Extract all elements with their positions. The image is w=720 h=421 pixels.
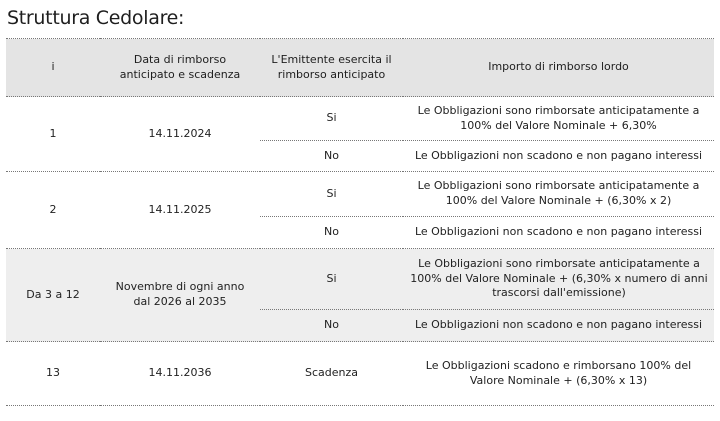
table-row — [6, 172, 714, 217]
table-header-row — [6, 39, 714, 97]
header-amount: Importo di rimborso lordo — [403, 39, 714, 97]
cell-issuer-no: No — [260, 310, 403, 342]
cell-i: 1 — [6, 97, 100, 172]
table-row — [6, 342, 714, 406]
cell-amount-no: Le Obbligazioni non scadono e non pagano interessi — [403, 310, 714, 342]
table-row — [6, 97, 714, 141]
header-i: i — [6, 39, 100, 97]
cell-date: 14.11.2025 — [100, 172, 260, 249]
cell-issuer: Scadenza — [260, 342, 403, 406]
header-date: Data di rimborso anticipato e scadenza — [100, 39, 260, 97]
cell-issuer-si: Si — [260, 172, 403, 217]
cell-i: 13 — [6, 342, 100, 406]
cell-issuer-si: Si — [260, 249, 403, 310]
cell-issuer-si: Si — [260, 97, 403, 141]
cell-amount-si: Le Obbligazioni sono rimborsate anticipatamente a 100% del Valore Nominale + 6,30% — [403, 97, 714, 141]
cell-i: 2 — [6, 172, 100, 249]
cell-amount-si: Le Obbligazioni sono rimborsate anticipatamente a 100% del Valore Nominale + (6,30% x numero di anni trascorsi dall'emissione) — [403, 249, 714, 310]
cell-amount-no: Le Obbligazioni non scadono e non pagano interessi — [403, 141, 714, 172]
cell-amount-no: Le Obbligazioni non scadono e non pagano interessi — [403, 217, 714, 249]
cell-amount-si: Le Obbligazioni sono rimborsate anticipatamente a 100% del Valore Nominale + (6,30% x 2) — [403, 172, 714, 217]
cell-date: Novembre di ogni anno dal 2026 al 2035 — [100, 249, 260, 342]
header-issuer: L'Emittente esercita il rimborso anticipato — [260, 39, 403, 97]
cell-issuer-no: No — [260, 217, 403, 249]
cell-date: 14.11.2036 — [100, 342, 260, 406]
page-title: Struttura Cedolare: — [7, 7, 185, 29]
table-row — [6, 249, 714, 310]
cell-i: Da 3 a 12 — [6, 249, 100, 342]
cell-amount: Le Obbligazioni scadono e rimborsano 100% del Valore Nominale + (6,30% x 13) — [403, 342, 714, 406]
cell-issuer-no: No — [260, 141, 403, 172]
coupon-structure-table — [6, 38, 714, 406]
cell-date: 14.11.2024 — [100, 97, 260, 172]
